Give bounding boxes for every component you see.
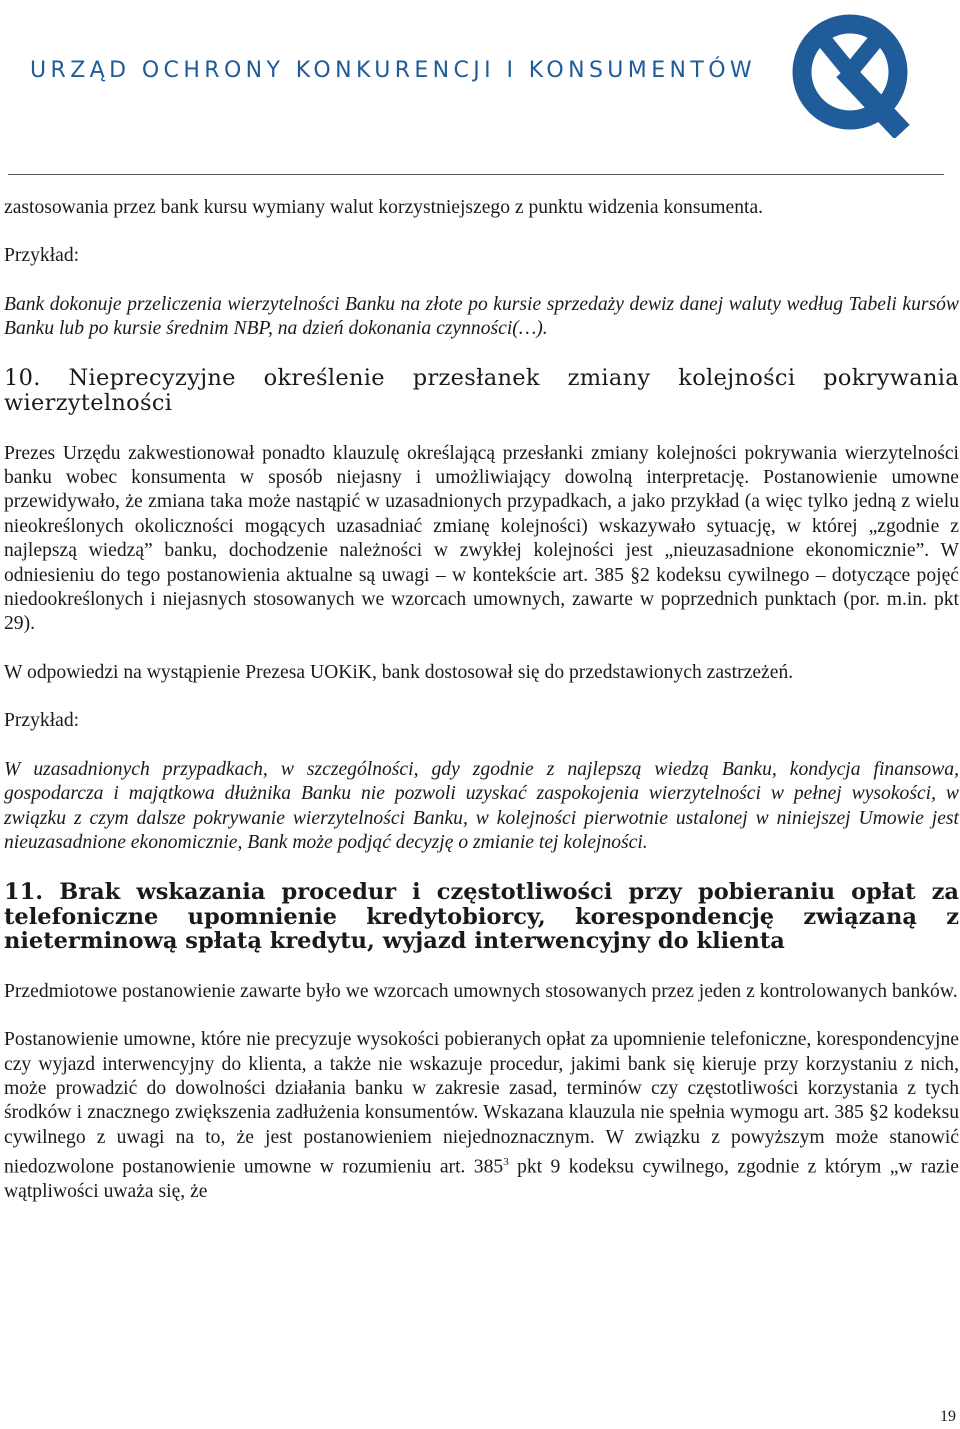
paragraph <box>4 1028 959 1204</box>
paragraph: Prezes Urzędu zakwestionował ponadto klauzulę określającą przesłanki zmiany kolejności pokrywania wierzytelności banku wobec konsumenta w sposób niejasny i umożliwiający dowolną interpretację. Postanowienie umowne przewidywało, że zmiana taka może nastąpić w uzasadnionych przypadkach, a jako przykład (a więc tylko jedną z wielu nieokreślonych okoliczności mogących uzasadniać zmianę kolejności) wskazywało sytuację, w której „zgodnie z najlepszą wiedzą” banku, dochodzenie należności w zwykłej kolejności jest „nieuzasadnione ekonomicznie”. W odniesieniu do tego postanowienia aktualne są uwagi – w kontekście art. 385 §2 kodeksu cywilnego – dotyczące pojęć niedookreślonych i niejasnych stosowanych we wzorcach umownych, zawarte w poprzednich punktach (por. m.in. pkt 29). <box>4 442 959 635</box>
document-body <box>4 196 959 1205</box>
paragraph-text: pkt 9 kodeksu cywilnego, zgodnie z którym „w razie wątpliwości uważa się, że <box>4 1156 959 1203</box>
uokik-logo-icon <box>786 8 918 138</box>
example-label: Przykład: <box>4 710 80 732</box>
header-rule <box>8 174 944 175</box>
paragraph-text: Postanowienie umowne, które nie precyzuje wysokości pobieranych opłat za upomnienie telefoniczne, korespondencyjne czy wyjazd interwencyjny do klienta, a także nie wskazuje procedur, jakimi bank się kieruje przy korzystaniu z nich, może prowadzić do dowolności działania banku w zakresie zasad, terminów czy częstotliwości korzystania z tych środków i znacznego zwiększenia zadłużenia konsumentów. Wskazana klauzula nie spełnia wymogu art. 385 §2 kodeksu cywilnego z uwagi na to, że jest postanowieniem niejednoznacznym. W związku z powyższym może stanowić niedozwolone postanowienie umowne w rozumieniu art. 385 <box>4 1029 959 1178</box>
header-title: URZĄD OCHRONY KONKURENCJI I KONSUMENTÓW <box>30 58 757 83</box>
section-heading: 11. Brak wskazania procedur i częstotliwości przy pobieraniu opłat za telefoniczne upomnienie kredytobiorcy, korespondencję związaną z nieterminową spłatą kredytu, wyjazd interwencyjny do klienta <box>4 879 959 955</box>
example-label: Przykład: <box>4 245 80 267</box>
superscript: 3 <box>503 1156 509 1169</box>
paragraph: Przedmiotowe postanowienie zawarte było we wzorcach umownych stosowanych przez jeden z kontrolowanych banków. <box>4 980 958 1002</box>
paragraph: W odpowiedzi na wystąpienie Prezesa UOKiK, bank dostosował się do przedstawionych zastrzeżeń. <box>4 661 794 683</box>
paragraph: zastosowania przez bank kursu wymiany walut korzystniejszego z punktu widzenia konsumenta. <box>4 197 764 218</box>
example-quote: Bank dokonuje przeliczenia wierzytelności Banku na złote po kursie sprzedaży dewiz danej waluty według Tabeli kursów Banku lub po kursie średnim NBP, na dzień dokonania czynności(…). <box>4 293 959 340</box>
example-quote: W uzasadnionych przypadkach, w szczególności, gdy zgodnie z najlepszą wiedzą Banku, kondycja finansowa, gospodarcza i majątkowa dłużnika Banku nie pozwoli uzyskać zaspokojenia wierzytelności w pełnej wysokości, w związku z czym dalsze pokrywanie wierzytelności Banku, w kolejności pierwotnie ustalonej w niniejszej Umowie jest nieuzasadnione ekonomicznie, Bank może podjąć decyzję o zmianie tej kolejności. <box>4 758 959 853</box>
section-heading: 10. Nieprecyzyjne określenie przesłanek zmiany kolejności pokrywania wierzytelności <box>4 364 959 416</box>
page-number: 19 <box>940 1408 956 1425</box>
